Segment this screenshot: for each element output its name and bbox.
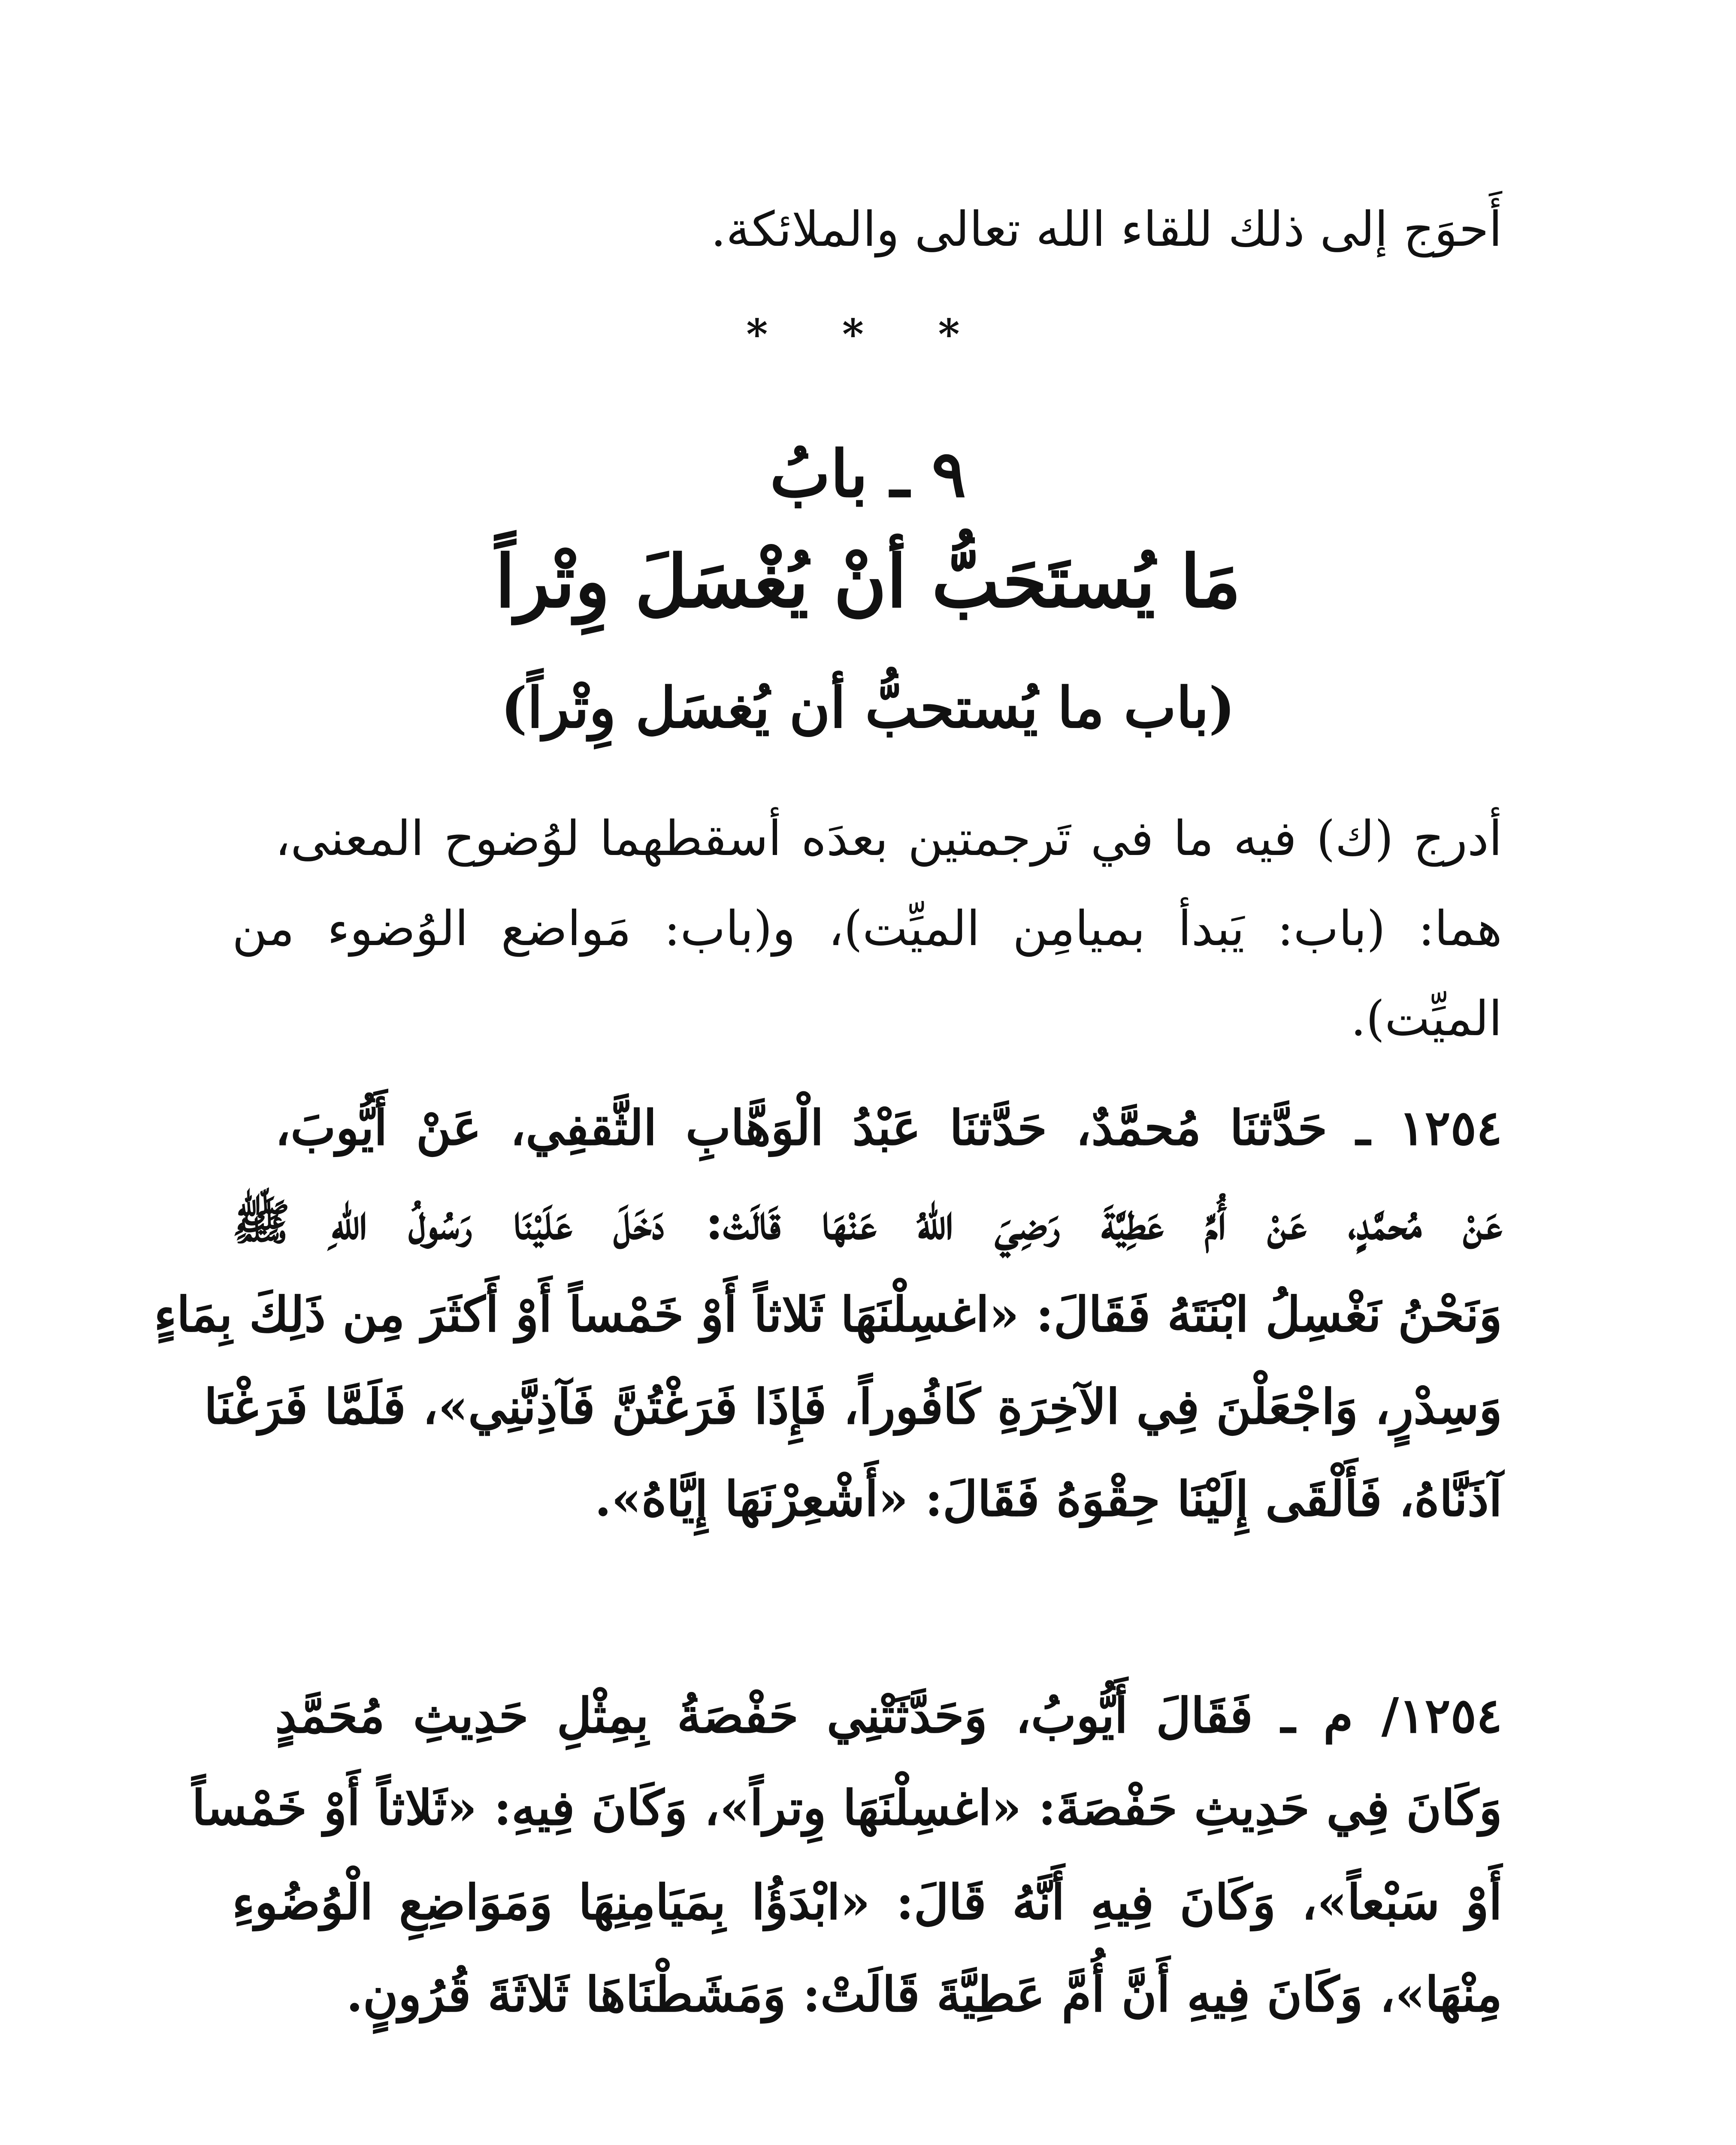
hadith-line: ١٢٥٤/ م ـ فَقَالَ أَيُّوبُ، وَحَدَّثَتْنِي حَفْصَةُ بِمِثْلِ حَدِيثِ مُحَمَّدٍ xyxy=(275,1688,1502,1744)
commentary-line: الميِّت). xyxy=(1350,991,1502,1047)
continuation-line: أَحوَج إلى ذلك للقاء الله تعالى والملائكة. xyxy=(711,202,1502,257)
hadith-line: وَسِدْرٍ، وَاجْعَلْنَ فِي الآخِرَةِ كَافُوراً، فَإِذَا فَرَغْتُنَّ فَآذِنَّنِي»، فَلَمَّا فَرَغْنَا xyxy=(204,1379,1502,1435)
chapter-subtitle: (باب ما يُستحبُّ أن يُغسَل وِتْراً) xyxy=(501,675,1235,740)
hadith-line: وَكَانَ فِي حَدِيثِ حَفْصَةَ: «اغسِلْنَهَا وِتراً»، وَكَانَ فِيهِ: «ثَلاثاً أَوْ خَمْساً xyxy=(192,1780,1502,1836)
commentary-line: أدرج (ك) فيه ما في تَرجمتين بعدَه أسقطهما لوُضوح المعنى، xyxy=(275,811,1502,867)
hadith-line: أَوْ سَبْعاً»، وَكَانَ فِيهِ أَنَّهُ قَالَ: «ابْدَؤُا بِمَيَامِنِهَا وَمَوَاضِعِ الْوُضُوءِ xyxy=(232,1874,1502,1930)
hadith-line: آذَنَّاهُ، فَأَلْقَى إِلَيْنَا حِقْوَهُ فَقَالَ: «أَشْعِرْنَهَا إِيَّاهُ». xyxy=(594,1471,1502,1527)
hadith-line: عَنْ مُحمَّدٍ، عَنْ أُمِّ عَطِيَّةَ رَضِيَ اللهُ عَنْهَا قَالَتْ: دَخَلَ عَلَيْنَا رَسُولُ اللهِ ﷺ xyxy=(232,1194,1502,1251)
section-separator: * * * xyxy=(746,310,990,359)
hadith-line: ١٢٥٤ ـ حَدَّثنَا مُحمَّدٌ، حَدَّثنَا عَبْدُ الْوَهَّابِ الثَّقفِي، عَنْ أَيُّوبَ، xyxy=(275,1100,1502,1156)
commentary-line: هما: (باب: يَبدأ بميامِن الميِّت)، و(باب: مَواضع الوُضوء من xyxy=(232,901,1502,957)
hadith-line: وَنَحْنُ نَغْسِلُ ابْنَتَهُ فَقَالَ: «اغسِلْنَهَا ثَلاثاً أَوْ خَمْساً أَوْ أَكثَرَ مِن ذَلِكَ بِمَاءٍ xyxy=(154,1287,1502,1343)
hadith-line: مِنْهَا»، وَكَانَ فِيهِ أَنَّ أُمَّ عَطِيَّةَ قَالَتْ: وَمَشَطْنَاهَا ثَلاثَةَ قُرُونٍ. xyxy=(346,1967,1502,2023)
chapter-title: مَا يُستَحَبُّ أنْ يُغْسَلَ وِتْراً xyxy=(495,539,1241,624)
chapter-number: ٩ ـ بابُ xyxy=(770,436,966,512)
